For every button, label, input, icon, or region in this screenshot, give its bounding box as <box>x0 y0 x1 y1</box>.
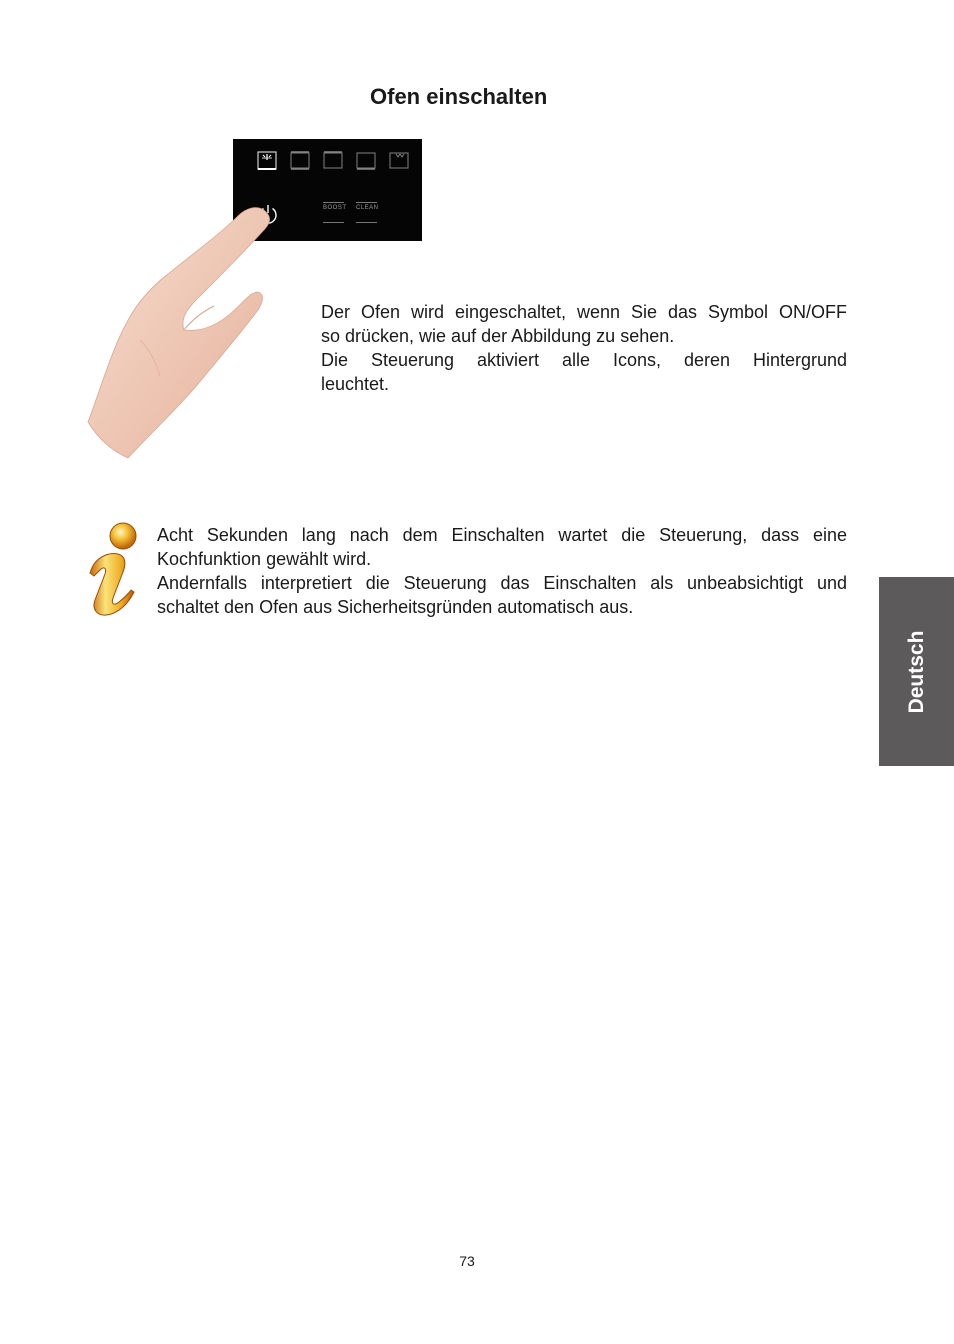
oven-timer-icon <box>389 151 409 170</box>
intro-line: Der Ofen wird eingeschaltet, wenn Sie das Symbol ON/OFF <box>321 302 847 322</box>
oven-mode-icon <box>356 151 376 170</box>
info-note-line: Kochfunktion gewählt wird. <box>157 549 372 569</box>
boost-divider <box>323 222 344 223</box>
language-side-tab <box>879 577 954 766</box>
boost-divider <box>323 202 344 203</box>
intro-line: so drücken, wie auf der Abbildung zu sehen. <box>321 326 675 346</box>
intro-line: leuchtet. <box>321 374 390 394</box>
oven-light-icon <box>257 151 277 170</box>
boost-label: BOOST <box>323 205 347 211</box>
clean-label: CLEAN <box>356 205 379 211</box>
intro-text <box>321 300 847 396</box>
intro-line: Die Steuerung aktiviert alle Icons, deren Hintergrund <box>321 350 847 370</box>
oven-mode-icon <box>290 151 310 170</box>
language-tab-label: Deutsch <box>904 630 928 713</box>
info-note-line: Acht Sekunden lang nach dem Einschalten wartet die Steuerung, dass eine <box>157 525 847 545</box>
clean-divider <box>356 202 377 203</box>
info-icon <box>86 520 142 618</box>
pointing-hand-illustration <box>80 200 280 460</box>
page-number: 73 <box>459 1253 475 1269</box>
info-note-text <box>157 523 847 619</box>
info-note-line: Andernfalls interpretiert die Steuerung das Einschalten als unbeabsichtigt und <box>157 573 847 593</box>
info-note-line: schaltet den Ofen aus Sicherheitsgründen automatisch aus. <box>157 597 634 617</box>
clean-divider <box>356 222 377 223</box>
oven-mode-icon <box>323 151 343 170</box>
page-title: Ofen einschalten <box>370 84 548 109</box>
